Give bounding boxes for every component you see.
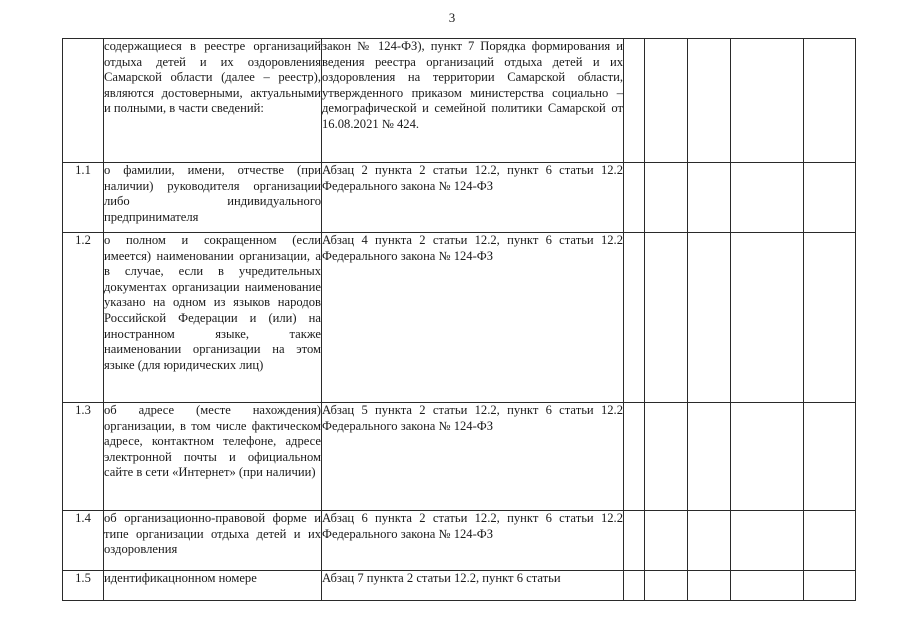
answer-cell [624,39,645,163]
answer-cell [645,233,688,403]
legal-basis-text: Абзац 6 пункта 2 статьи 12.2, пункт 6 статьи 12.2 Федерального закона № 124-ФЗ [322,511,624,571]
answer-cell [624,571,645,601]
answer-cell [688,571,731,601]
legal-basis-text: Абзац 5 пункта 2 статьи 12.2, пункт 6 статьи 12.2 Федерального закона № 124-ФЗ [322,403,624,511]
answer-cell [804,39,856,163]
answer-cell [688,511,731,571]
answer-cell [731,163,804,233]
answer-cell [731,39,804,163]
answer-cell [645,39,688,163]
answer-cell [688,163,731,233]
table-row [63,163,856,233]
answer-cell [624,511,645,571]
table-row [63,233,856,403]
answer-cell [688,403,731,511]
answer-cell [731,233,804,403]
answer-cell [731,403,804,511]
answer-cell [804,403,856,511]
row-number: 1.5 [63,571,104,601]
row-number: 1.4 [63,511,104,571]
legal-basis-text: закон № 124-ФЗ), пункт 7 Порядка формирования и ведения реестра организаций отдыха детей и их оздоровления на территории Самарской области, утвержденного приказом министерства социально – демографической и семейной политики Самарской от 16.08.2021 № 424. [322,39,624,163]
answer-cell [804,163,856,233]
row-number: 1.3 [63,403,104,511]
requirement-text: идентификацнонном номере [104,571,322,601]
legal-basis-text: Абзац 7 пункта 2 статьи 12.2, пункт 6 статьи [322,571,624,601]
answer-cell [645,403,688,511]
requirement-text: о фамилии, имени, отчестве (при наличии) руководителя организации либо индивидуального предпринимателя [104,163,322,233]
checklist-table [62,38,856,601]
legal-basis-text: Абзац 4 пункта 2 статьи 12.2, пункт 6 статьи 12.2 Федерального закона № 124-ФЗ [322,233,624,403]
table-row [63,39,856,163]
answer-cell [804,571,856,601]
answer-cell [645,511,688,571]
row-number: 1.1 [63,163,104,233]
answer-cell [624,163,645,233]
page-number: 3 [448,10,456,25]
answer-cell [731,571,804,601]
requirement-text: об адресе (месте нахождения) организации, в том числе фактическом адресе, контактном телефоне, адресе электронной почты и официальном сайте в сети «Интернет» (при наличии) [104,403,322,511]
answer-cell [624,233,645,403]
row-number [63,39,104,163]
answer-cell [731,511,804,571]
answer-cell [688,39,731,163]
answer-cell [624,403,645,511]
table-row [63,403,856,511]
table-row [63,511,856,571]
answer-cell [804,511,856,571]
requirement-text: об организационно-правовой форме и типе организации отдыха детей и их оздоровления [104,511,322,571]
row-number: 1.2 [63,233,104,403]
table-row [63,571,856,601]
answer-cell [804,233,856,403]
legal-basis-text: Абзац 2 пункта 2 статьи 12.2, пункт 6 статьи 12.2 Федерального закона № 124-ФЗ [322,163,624,233]
answer-cell [688,233,731,403]
answer-cell [645,571,688,601]
requirement-text: содержащиеся в реестре организаций отдыха детей и их оздоровления Самарской области (далее – реестр), являются достоверными, актуальными и полными, в части сведений: [104,39,322,163]
answer-cell [645,163,688,233]
requirement-text: о полном и сокращенном (если имеется) наименовании организации, а в случае, если в учредительных документах организации наименование указано на одном из языков народов Российской Федерации и (или) на иностранном языке, также наименовании организации на этом языке (для юридических лиц) [104,233,322,403]
